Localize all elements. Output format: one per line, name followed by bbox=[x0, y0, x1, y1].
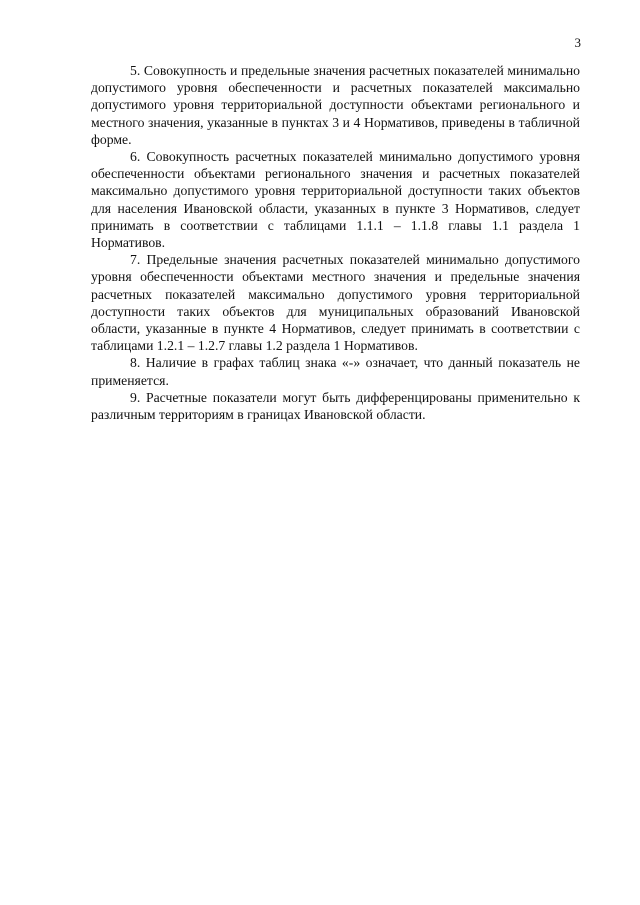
paragraph-8: 8. Наличие в графах таблиц знака «-» означает, что данный показатель не применяется. bbox=[91, 355, 580, 388]
paragraph-7: 7. Предельные значения расчетных показателей минимально допустимого уровня обеспеченности объектами местного значения и предельные значения расчетных показателей максимально допустимого уровня территориальной доступности таких объектов для муниципальных образований Ивановской области, указанные в пункте 4 Нормативов, следует принимать в соответствии с таблицами 1.2.1 – 1.2.7 главы 1.2 раздела 1 Нормативов. bbox=[91, 252, 580, 354]
document-body bbox=[91, 62, 580, 423]
paragraph-9: 9. Расчетные показатели могут быть дифференцированы применительно к различным территориям в границах Ивановской области. bbox=[91, 389, 580, 423]
paragraph-5: 5. Совокупность и предельные значения расчетных показателей минимально допустимого уровня обеспеченности и расчетных показателей максимально допустимого уровня территориальной доступности объектами регионального и местного значения, указанные в пунктах 3 и 4 Нормативов, приведены в табличной форме. bbox=[91, 63, 580, 147]
page-number: 3 bbox=[574, 35, 581, 50]
paragraph-6: 6. Совокупность расчетных показателей минимально допустимого уровня обеспеченности объектами регионального значения и расчетных показателей максимально допустимого уровня территориальной доступности таких объектов для населения Ивановской области, указанных в пункте 3 Нормативов, следует принимать в соответствии с таблицами 1.1.1 – 1.1.8 главы 1.1 раздела 1 Нормативов. bbox=[91, 149, 580, 251]
